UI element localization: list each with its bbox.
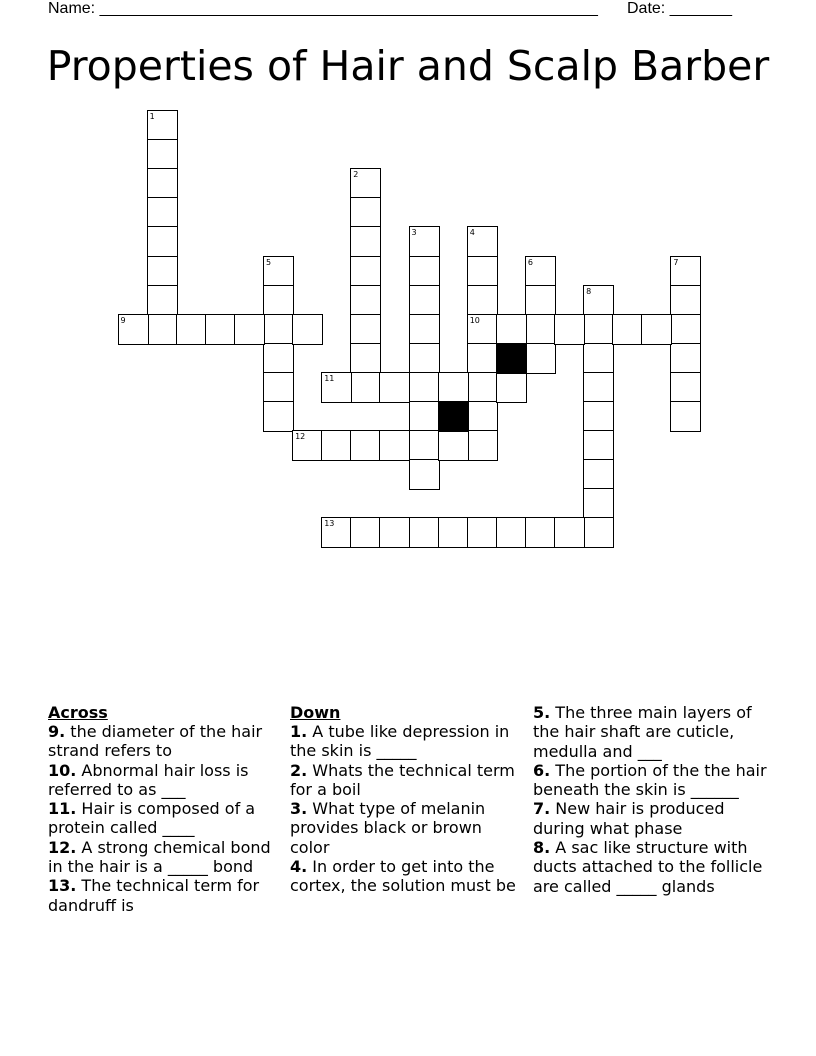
clue-text: The technical term for dandruff is xyxy=(48,876,260,915)
grid-cell[interactable] xyxy=(641,314,672,345)
clue-down1-2 xyxy=(290,799,525,857)
grid-cell[interactable] xyxy=(263,314,294,345)
grid-cell[interactable] xyxy=(612,314,643,345)
grid-cell[interactable] xyxy=(350,343,381,374)
grid-cell[interactable] xyxy=(496,517,527,548)
grid-cell[interactable] xyxy=(467,517,498,548)
grid-cell[interactable] xyxy=(467,314,498,345)
clue-text: The portion of the the hair beneath the skin is ______ xyxy=(533,760,767,800)
grid-cell[interactable] xyxy=(379,517,410,548)
cell-number: 8 xyxy=(586,286,592,296)
grid-cell[interactable] xyxy=(467,285,498,316)
grid-cell[interactable] xyxy=(467,401,498,432)
grid-cell[interactable] xyxy=(147,110,178,141)
grid-cell[interactable] xyxy=(409,343,440,374)
grid-cell[interactable] xyxy=(409,226,440,257)
clue-across-4 xyxy=(48,876,283,915)
cell-number: 12 xyxy=(295,432,306,442)
date-field[interactable]: Date: _______ xyxy=(627,0,732,17)
clue-text: The three main layers of the hair shaft are cuticle, medulla and ___ xyxy=(533,703,752,761)
cell-number: 3 xyxy=(411,228,417,238)
clue-across-1 xyxy=(48,761,283,800)
grid-cell[interactable] xyxy=(554,314,585,345)
cell-number: 9 xyxy=(120,315,126,325)
grid-cell[interactable] xyxy=(409,372,440,403)
clue-number: 13. xyxy=(48,876,77,896)
grid-cell[interactable] xyxy=(583,372,614,403)
grid-cell[interactable] xyxy=(525,517,556,548)
clue-down1-0 xyxy=(290,722,525,761)
cell-number: 7 xyxy=(673,257,679,267)
grid-cell[interactable] xyxy=(263,343,294,374)
clue-down1-1 xyxy=(290,761,525,800)
grid-cell[interactable] xyxy=(147,197,178,228)
grid-cell[interactable] xyxy=(583,488,614,519)
grid-cell[interactable] xyxy=(409,430,440,461)
grid-cell[interactable] xyxy=(350,256,381,287)
clue-down2-0 xyxy=(533,703,773,761)
clue-down2-2 xyxy=(533,799,773,838)
clue-down2-1 xyxy=(533,761,773,800)
grid-cell[interactable] xyxy=(496,314,527,345)
grid-cell[interactable] xyxy=(409,459,440,490)
grid-cell[interactable] xyxy=(583,517,614,548)
grid-cell[interactable] xyxy=(409,517,440,548)
grid-cell[interactable] xyxy=(205,314,236,345)
clue-text: A strong chemical bond in the hair is a _____ bond xyxy=(48,837,271,877)
grid-cell[interactable] xyxy=(438,372,469,403)
cell-number: 13 xyxy=(324,519,335,529)
clue-text: the diameter of the hair strand refers to xyxy=(48,722,263,761)
grid-cell[interactable] xyxy=(583,285,614,316)
grid-cell[interactable] xyxy=(525,314,556,345)
grid-cell[interactable] xyxy=(118,314,149,345)
black-square xyxy=(496,343,527,374)
grid-cell[interactable] xyxy=(379,430,410,461)
down-clues-continued xyxy=(533,703,773,896)
grid-cell[interactable] xyxy=(583,459,614,490)
clue-text: What type of melanin provides black or brown color xyxy=(290,799,486,857)
clue-number: 9. xyxy=(48,722,66,741)
grid-cell[interactable] xyxy=(234,314,265,345)
grid-cell[interactable] xyxy=(409,314,440,345)
grid-cell[interactable] xyxy=(292,430,323,461)
grid-cell[interactable] xyxy=(350,314,381,345)
grid-cell[interactable] xyxy=(583,401,614,432)
page-title: Properties of Hair and Scalp Barber xyxy=(46,42,770,90)
cell-number: 11 xyxy=(324,373,335,383)
grid-cell[interactable] xyxy=(147,285,178,316)
clue-across-0 xyxy=(48,722,283,761)
grid-cell[interactable] xyxy=(467,372,498,403)
grid-cell[interactable] xyxy=(350,197,381,228)
grid-cell[interactable] xyxy=(147,314,178,345)
grid-cell[interactable] xyxy=(525,343,556,374)
grid-cell[interactable] xyxy=(350,430,381,461)
name-field[interactable]: Name: ________________________________________________________ xyxy=(48,0,598,17)
grid-cell[interactable] xyxy=(263,372,294,403)
clue-across-2 xyxy=(48,799,283,838)
cell-number: 2 xyxy=(353,170,359,180)
grid-cell[interactable] xyxy=(670,343,701,374)
grid-cell[interactable] xyxy=(321,372,352,403)
cell-number: 10 xyxy=(469,315,480,325)
grid-cell[interactable] xyxy=(379,372,410,403)
grid-cell[interactable] xyxy=(670,314,701,345)
cell-number: 6 xyxy=(527,257,533,267)
clue-number: 5. xyxy=(533,703,551,722)
clue-number: 3. xyxy=(290,799,308,819)
clue-down1-3 xyxy=(290,857,525,896)
grid-cell[interactable] xyxy=(670,285,701,316)
grid-cell[interactable] xyxy=(467,430,498,461)
grid-cell[interactable] xyxy=(147,168,178,199)
clue-number: 10. xyxy=(48,760,77,780)
grid-cell[interactable] xyxy=(147,226,178,257)
clue-down2-3 xyxy=(533,838,773,896)
grid-cell[interactable] xyxy=(292,314,323,345)
clue-number: 12. xyxy=(48,837,77,857)
clue-number: 1. xyxy=(290,722,308,741)
clue-number: 11. xyxy=(48,799,77,819)
grid-cell[interactable] xyxy=(321,430,352,461)
clue-text: Hair is composed of a protein called ____ xyxy=(48,799,256,838)
clue-text: A tube like depression in the skin is _____ xyxy=(290,722,510,761)
grid-cell[interactable] xyxy=(409,256,440,287)
clue-text: Whats the technical term for a boil xyxy=(290,760,515,799)
cell-number: 1 xyxy=(149,112,155,121)
clue-text: In order to get into the cortex, the solution must be xyxy=(290,857,516,896)
grid-cell[interactable] xyxy=(467,256,498,287)
grid-cell[interactable] xyxy=(409,401,440,432)
clue-across-3 xyxy=(48,838,283,877)
clue-text: A sac like structure with ducts attached to the follicle are called _____ glands xyxy=(533,838,763,896)
grid-cell[interactable] xyxy=(670,256,701,287)
clue-number: 2. xyxy=(290,760,308,780)
grid-cell[interactable] xyxy=(438,430,469,461)
clue-text: Abnormal hair loss is referred to as ___ xyxy=(48,760,249,799)
grid-cell[interactable] xyxy=(350,168,381,199)
grid-cell[interactable] xyxy=(554,517,585,548)
grid-cell[interactable] xyxy=(496,372,527,403)
grid-cell[interactable] xyxy=(583,430,614,461)
clue-text: New hair is produced during what phase xyxy=(533,799,725,838)
grid-cell[interactable] xyxy=(670,372,701,403)
grid-cell[interactable] xyxy=(467,226,498,257)
across-clues xyxy=(48,703,283,915)
grid-cell[interactable] xyxy=(409,285,440,316)
grid-cell[interactable] xyxy=(583,314,614,345)
grid-cell[interactable] xyxy=(670,401,701,432)
clue-number: 8. xyxy=(533,838,551,858)
grid-cell[interactable] xyxy=(147,256,178,287)
grid-cell[interactable] xyxy=(263,285,294,316)
grid-cell[interactable] xyxy=(583,343,614,374)
grid-cell[interactable] xyxy=(438,517,469,548)
down-heading: Down xyxy=(290,703,341,722)
grid-cell[interactable] xyxy=(321,517,352,548)
grid-cell[interactable] xyxy=(350,517,381,548)
grid-cell[interactable] xyxy=(176,314,207,345)
cell-number: 5 xyxy=(266,257,272,267)
grid-cell[interactable] xyxy=(263,256,294,287)
down-clues xyxy=(290,703,525,896)
across-heading: Across xyxy=(48,703,108,722)
clue-number: 7. xyxy=(533,799,551,819)
grid-cell[interactable] xyxy=(147,139,178,170)
grid-cell[interactable] xyxy=(263,401,294,432)
grid-cell[interactable] xyxy=(350,285,381,316)
grid-cell[interactable] xyxy=(350,226,381,257)
clue-number: 6. xyxy=(533,760,551,780)
black-square xyxy=(438,401,469,432)
clue-number: 4. xyxy=(290,857,308,877)
grid-cell[interactable] xyxy=(350,372,381,403)
grid-cell[interactable] xyxy=(525,256,556,287)
cell-number: 4 xyxy=(469,228,475,238)
grid-cell[interactable] xyxy=(467,343,498,374)
grid-cell[interactable] xyxy=(525,285,556,316)
